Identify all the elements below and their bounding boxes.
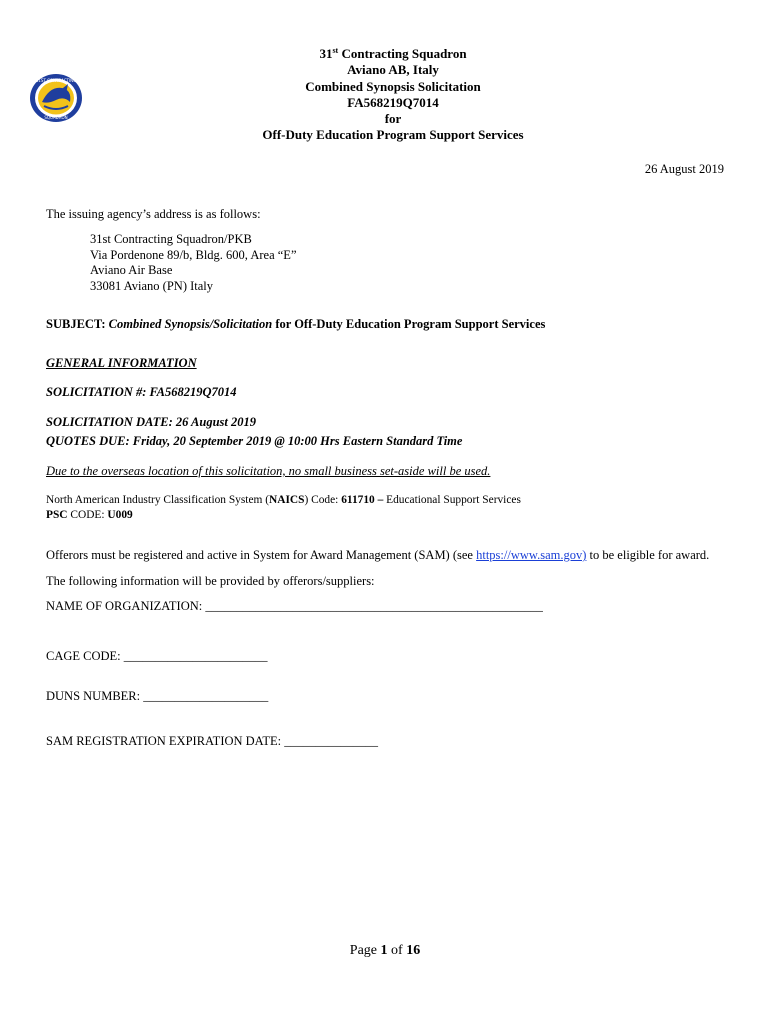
squadron-emblem-icon xyxy=(28,72,84,124)
subject-rest: for Off-Duty Education Program Support Services xyxy=(272,317,546,331)
subject-line xyxy=(46,317,545,332)
subject-italic: Combined Synopsis/Solicitation xyxy=(108,317,273,331)
agency-address xyxy=(90,232,297,294)
psc-line xyxy=(46,509,133,521)
header-type: Combined Synopsis Solicitation xyxy=(305,78,481,94)
set-aside-note: Due to the overseas location of this solicitation, no small business set-aside will be used. xyxy=(46,464,491,478)
psc-code: U009 xyxy=(107,509,133,521)
naics-description: Educational Support Services xyxy=(383,494,521,506)
svg-text:31ST CONTRACTING: 31ST CONTRACTING xyxy=(35,78,77,83)
address-line: 33081 Aviano (PN) Italy xyxy=(90,278,214,293)
general-information-heading: GENERAL INFORMATION xyxy=(46,356,197,370)
subject-label: SUBJECT: xyxy=(46,317,106,331)
page-total: 16 xyxy=(406,943,421,958)
info-intro: The following information will be provided by offerors/suppliers: xyxy=(46,574,375,588)
quotes-due: QUOTES DUE: Friday, 20 September 2019 @ 10:00 Hrs Eastern Standard Time xyxy=(46,434,463,448)
naics-line xyxy=(46,494,521,506)
naics-code: 611710 – xyxy=(341,494,384,506)
sam-link[interactable]: https://www.sam.gov) xyxy=(476,548,587,562)
page-label: Page xyxy=(349,943,381,958)
sam-registration-text xyxy=(46,548,709,563)
sam-text-after: to be eligible for award. xyxy=(586,548,710,562)
header-solicitation-number: FA568219Q7014 xyxy=(347,94,439,110)
header-for: for xyxy=(384,111,402,127)
naics-prefix: North American Industry Classification System ( xyxy=(46,494,270,506)
squadron-emblem xyxy=(28,72,84,124)
solicitation-date: SOLICITATION DATE: 26 August 2019 xyxy=(46,415,257,429)
header-title: Off-Duty Education Program Support Services xyxy=(262,127,524,143)
document-header xyxy=(200,46,586,144)
page-current: 1 xyxy=(380,943,388,958)
header-location: Aviano AB, Italy xyxy=(347,62,439,78)
duns-number-field: DUNS NUMBER: ____________________ xyxy=(46,689,269,703)
svg-text:SQUADRON: SQUADRON xyxy=(44,115,68,120)
psc-middle: CODE: xyxy=(67,509,108,521)
page-of: of xyxy=(387,943,407,958)
organization-name-field: NAME OF ORGANIZATION: ______________________________________________________ xyxy=(46,599,543,613)
header-unit: 31st Contracting Squadron xyxy=(319,46,467,61)
naics-acronym: NAICS xyxy=(269,494,305,506)
sam-text-before: Offerors must be registered and active in System for Award Management (SAM) (see xyxy=(46,548,477,562)
address-intro: The issuing agency’s address is as follows: xyxy=(46,207,261,221)
document-date: 26 August 2019 xyxy=(644,162,724,176)
address-line: Via Pordenone 89/b, Bldg. 600, Area “E” xyxy=(90,247,297,262)
solicitation-number: SOLICITATION #: FA568219Q7014 xyxy=(46,385,237,399)
page-number xyxy=(0,943,770,959)
psc-label: PSC xyxy=(46,509,68,521)
cage-code-field: CAGE CODE: _______________________ xyxy=(46,649,268,663)
naics-middle: ) Code: xyxy=(304,494,342,506)
address-line: 31st Contracting Squadron/PKB xyxy=(90,232,252,246)
address-line: Aviano Air Base xyxy=(90,263,173,277)
sam-expiration-field: SAM REGISTRATION EXPIRATION DATE: _______________ xyxy=(46,734,378,748)
